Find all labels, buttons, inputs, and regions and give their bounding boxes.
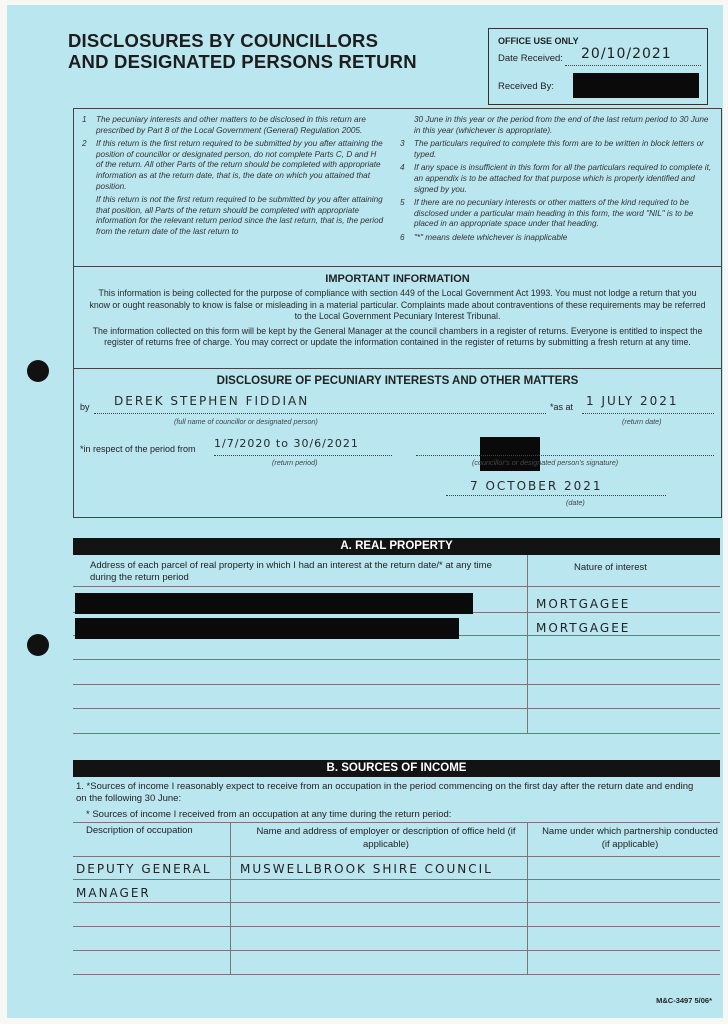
important-para: The information collected on this form will be kept by the General Manager at the council chambers in a register of returns. Everyone is entitled to inspect the register of returns free of charge. You may correct or update the information contained in the register of returns by submitting a fresh return at any time. xyxy=(92,325,703,347)
disclosure-section xyxy=(73,367,722,518)
note-item: 5 If there are no pecuniary interests or other matters of the kind required to be disclosed under a particular main heading in this form, the word "NIL" is to be placed in an appropriate space under that heading. xyxy=(400,198,694,229)
occupation-value: DEPUTY GENERAL xyxy=(76,862,212,876)
real-property-col-address: Address of each parcel of real property in which I had an interest at the return date/* at any time during the return period xyxy=(90,560,492,583)
notes-section xyxy=(73,108,722,267)
signature-caption: (councillor's or designated person's signature) xyxy=(472,458,619,467)
punch-hole xyxy=(27,360,49,382)
received-by-label: Received By: xyxy=(498,81,554,92)
redaction-box xyxy=(573,73,699,98)
as-at-value: 1 JULY 2021 xyxy=(586,394,679,408)
name-caption: (full name of councillor or designated person) xyxy=(174,417,318,426)
note-item: If this return is not the first return required to be submitted by you after attaining that position, all Parts of the return should be completed with appropriate information for the relevant return period since the last return, that is, the period from the return date of the last return to xyxy=(96,195,384,236)
period-caption: (return period) xyxy=(272,458,318,467)
note-item: 3 The particulars required to complete this form are to be written in block letters or typed. xyxy=(400,139,704,159)
property-nature-value: MORTGAGEE xyxy=(536,621,631,635)
income-heading: B. SOURCES OF INCOME xyxy=(73,760,720,777)
important-information xyxy=(73,266,722,369)
real-property-col-nature: Nature of interest xyxy=(574,562,647,573)
return-date-caption: (return date) xyxy=(622,417,662,426)
date-received-value: 20/10/2021 xyxy=(581,46,672,62)
date-received-label: Date Received: xyxy=(498,53,563,64)
redaction-box xyxy=(75,618,459,639)
disclosure-heading: DISCLOSURE OF PECUNIARY INTERESTS AND OTHER MATTERS xyxy=(216,375,579,387)
date-value: 7 OCTOBER 2021 xyxy=(470,479,603,493)
real-property-heading: A. REAL PROPERTY xyxy=(73,538,720,555)
income-intro: 1. *Sources of income I reasonably expect to receive from an occupation in the period commencing on the first day after the return date and ending on the following 30 June: xyxy=(76,781,694,804)
income-intro-2: * Sources of income I received from an occupation at any time during the return period: xyxy=(86,809,452,820)
important-para: This information is being collected for the purpose of compliance with section 449 of the Local Government Act 1993. You must not lodge a return that you know or ought reasonably to know is false or misleading in a material particular. Complaints made about contraventions of these requirements may be referred to the Local Government Pecuniary Interest Tribunal. xyxy=(89,288,706,321)
income-col-employer: Name and address of employer or description of office held (if applicable) xyxy=(256,826,516,850)
note-item: 6 "*" means delete whichever is inapplicable xyxy=(400,232,568,242)
office-use-box xyxy=(488,28,708,105)
by-label: by xyxy=(80,402,90,412)
name-value: DEREK STEPHEN FIDDIAN xyxy=(114,394,310,408)
date-caption: (date) xyxy=(566,498,585,507)
redaction-box xyxy=(75,593,473,614)
note-item: 1 The pecuniary interests and other matters to be disclosed in this return are prescribed by Part 8 of the Local Government (General) Regulation 2005. xyxy=(82,115,366,135)
office-use-heading: OFFICE USE ONLY xyxy=(498,36,579,46)
as-at-label: *as at xyxy=(550,402,574,412)
important-heading: IMPORTANT INFORMATION xyxy=(325,273,470,285)
occupation-value: MANAGER xyxy=(76,886,151,900)
notes-left-column xyxy=(82,115,384,241)
period-label: *in respect of the period from xyxy=(80,444,196,454)
property-nature-value: MORTGAGEE xyxy=(536,597,631,611)
note-item: 2 If this return is the first return required to be submitted by you after attaining the position of councillor or designated person, do not complete Parts C, D and H of the return. All other Parts of the return should be completed with appropriate information as at the return date, that is, the date on which you attained that position. xyxy=(82,139,383,191)
note-item: 4 If any space is insufficient in this form for all the particulars required to complete it, an appendix is to be attached for that purpose which is properly identified and signed by you. xyxy=(400,163,712,194)
period-value: 1/7/2020 to 30/6/2021 xyxy=(214,437,359,450)
punch-hole xyxy=(27,634,49,656)
note-item: 30 June in this year or the period from the end of the last return period to 30 June in this year (whichever is appropriate). xyxy=(414,115,709,135)
income-col-partnership: Name under which partnership conducted (if applicable) xyxy=(542,826,718,850)
notes-right-column xyxy=(400,115,712,247)
income-col-occupation: Description of occupation xyxy=(86,825,193,836)
employer-value: MUSWELLBROOK SHIRE COUNCIL xyxy=(240,862,493,876)
form-code: M&C-3497 5/06* xyxy=(656,996,712,1005)
form-title: DISCLOSURES BY COUNCILLORS AND DESIGNATED PERSONS RETURN xyxy=(68,30,417,72)
